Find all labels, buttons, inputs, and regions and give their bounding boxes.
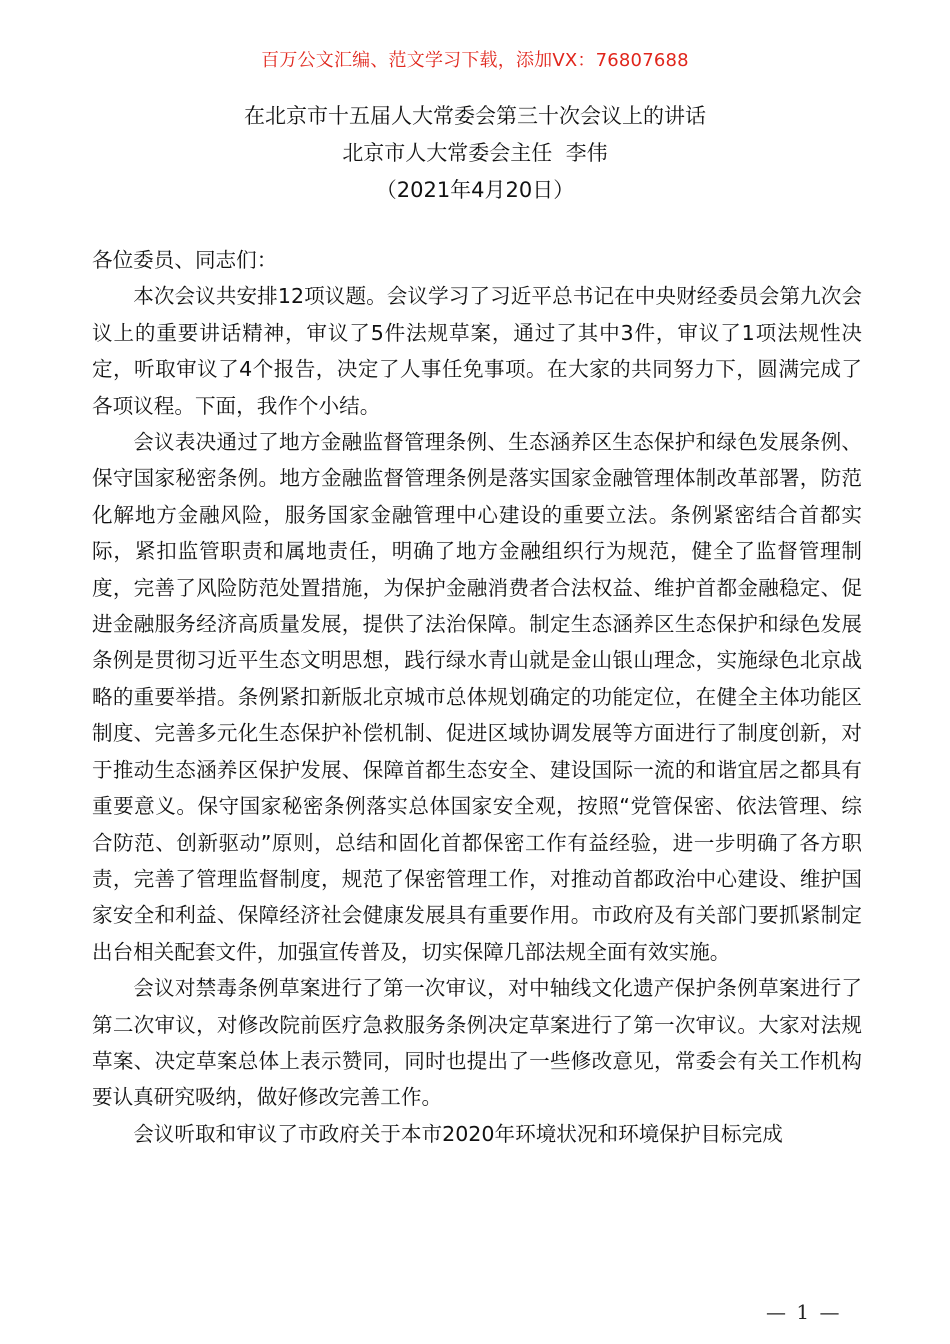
paragraph: 本次会议共安排12项议题。会议学习了习近平总书记在中央财经委员会第九次会议上的重要讲话精神，审议了5件法规草案，通过了其中3件，审议了1项法规性决定，听取审议了4个报告，决定了人事任免事项。在大家的共同努力下，圆满完成了各项议程。下面，我作个小结。 xyxy=(92,284,862,418)
paragraph: 会议听取和审议了市政府关于本市2020年环境状况和环境保护目标完成 xyxy=(133,1121,783,1146)
page-title: 在北京市十五届人大常委会第三十次会议上的讲话 xyxy=(244,104,706,128)
header-banner: 百万公文汇编、范文学习下载，添加VX：76807688 xyxy=(261,50,689,71)
speech-date: （2021年4月20日） xyxy=(375,178,575,202)
title-block xyxy=(0,98,950,209)
salutation: 各位委员、同志们： xyxy=(92,248,278,272)
speech-body xyxy=(92,242,862,1152)
paragraph: 会议表决通过了地方金融监督管理条例、生态涵养区生态保护和绿色发展条例、保守国家秘密条例。地方金融监督管理条例是落实国家金融管理体制改革部署，防范化解地方金融风险，服务国家金融管理中心建设的重要立法。条例紧密结合首都实际，紧扣监管职责和属地责任，明确了地方金融组织行为规范，健全了监督管理制度，完善了风险防范处置措施，为保护金融消费者合法权益、维护首都金融稳定、促进金融服务经济高质量发展，提供了法治保障。制定生态涵养区生态保护和绿色发展条例是贯彻习近平生态文明思想，践行绿水青山就是金山银山理念，实施绿色北京战略的重要举措。条例紧扣新版北京城市总体规划确定的功能定位，在健全主体功能区制度、完善多元化生态保护补偿机制、促进区域协调发展等方面进行了制度创新，对于推动生态涵养区保护发展、保障首都生态安全、建设国际一流的和谐宜居之都具有重要意义。保守国家秘密条例落实总体国家安全观，按照“党管保密、依法管理、综合防范、创新驱动”原则，总结和固化首都保密工作有益经验，进一步明确了各方职责，完善了管理监督制度，规范了保密管理工作，对推动首都政治中心建设、维护国家安全和利益、保障经济社会健康发展具有重要作用。市政府及有关部门要抓紧制定出台相关配套文件，加强宣传普及，切实保障几部法规全面有效实施。 xyxy=(92,430,862,964)
page-number: — 1 — xyxy=(766,1300,842,1324)
paragraph: 会议对禁毒条例草案进行了第一次审议，对中轴线文化遗产保护条例草案进行了第二次审议，对修改院前医疗急救服务条例决定草案进行了第一次审议。大家对法规草案、决定草案总体上表示赞同，同时也提出了一些修改意见，常委会有关工作机构要认真研究吸纳，做好修改完善工作。 xyxy=(92,976,862,1110)
speaker-line: 北京市人大常委会主任 李伟 xyxy=(342,141,608,165)
